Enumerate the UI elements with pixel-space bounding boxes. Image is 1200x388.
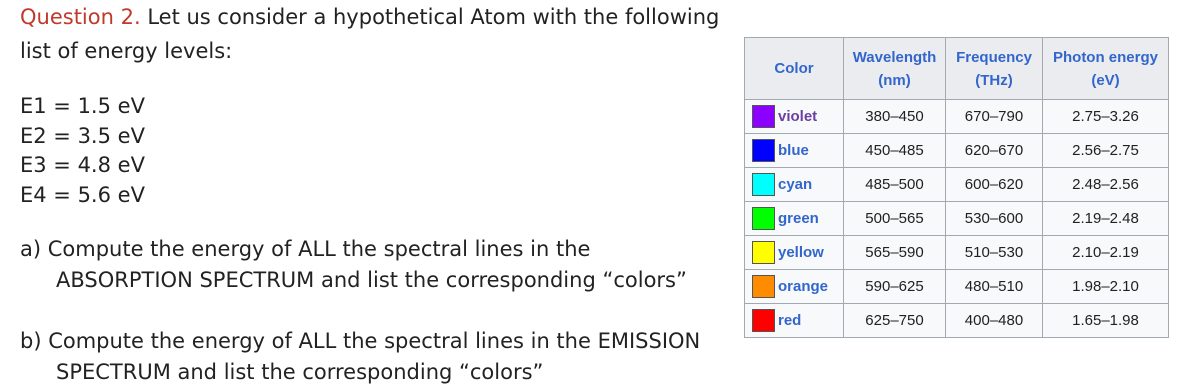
color-swatch-yellow: [752, 241, 775, 264]
part-a-line1: a) Compute the energy of ALL the spectral lines in the: [20, 237, 591, 261]
energy-level-e2: E2 = 3.5 eV: [20, 123, 145, 148]
header-color-label: Color: [774, 60, 814, 77]
wavelength-cell: 625–750: [844, 304, 946, 338]
color-cell: [745, 168, 844, 202]
table-row: [745, 270, 1169, 304]
energy-levels-list: [20, 92, 145, 210]
table-row: [745, 168, 1169, 202]
color-cell: [745, 236, 844, 270]
header-energy-label: Photon energy: [1052, 48, 1158, 66]
header-energy-unit: (eV): [1091, 71, 1120, 89]
color-cell: [745, 304, 844, 338]
question-intro-line1: Let us consider a hypothetical Atom with the following: [147, 5, 720, 29]
question-intro-line2: list of energy levels:: [20, 39, 233, 63]
wavelength-cell: 380–450: [844, 100, 946, 134]
wavelength-cell: 485–500: [844, 168, 946, 202]
energy-cell: 2.48–2.56: [1043, 168, 1169, 202]
frequency-cell: 480–510: [946, 270, 1043, 304]
header-color: [745, 38, 844, 100]
color-cell: [745, 202, 844, 236]
header-wavelength: [844, 38, 946, 100]
color-link-green[interactable]: green: [778, 210, 819, 227]
color-swatch-green: [752, 207, 775, 230]
part-b: [20, 326, 700, 388]
header-frequency-unit: (THz): [975, 71, 1013, 89]
color-link-red[interactable]: red: [778, 312, 802, 329]
energy-cell: 1.98–2.10: [1043, 270, 1169, 304]
energy-level-e3: E3 = 4.8 eV: [20, 153, 145, 177]
color-swatch-violet: [752, 105, 775, 128]
question-number: Question 2.: [20, 5, 141, 29]
color-link-violet[interactable]: violet: [778, 108, 818, 125]
frequency-cell: 400–480: [946, 304, 1043, 338]
frequency-cell: 530–600: [946, 202, 1043, 236]
table-row: [745, 236, 1169, 270]
frequency-cell: 600–620: [946, 168, 1043, 202]
energy-cell: 1.65–1.98: [1043, 304, 1169, 338]
wavelength-cell: 565–590: [844, 236, 946, 270]
color-link-yellow[interactable]: yellow: [778, 244, 824, 261]
energy-cell: 2.75–3.26: [1043, 100, 1169, 134]
table-header-row: [745, 38, 1169, 100]
part-b-line2: SPECTRUM and list the corresponding “colors”: [56, 360, 544, 384]
frequency-cell: 510–530: [946, 236, 1043, 270]
energy-level-e1: E1 = 1.5 eV: [20, 94, 145, 118]
spectrum-color-table: [744, 37, 1169, 338]
color-swatch-orange: [752, 275, 775, 298]
header-photon-energy: [1043, 38, 1169, 100]
table-row: [745, 134, 1169, 168]
table-row: [745, 100, 1169, 134]
energy-cell: 2.56–2.75: [1043, 134, 1169, 168]
energy-cell: 2.10–2.19: [1043, 236, 1169, 270]
part-b-line1: b) Compute the energy of ALL the spectral lines in the EMISSION: [20, 329, 701, 353]
part-a-line2: ABSORPTION SPECTRUM and list the corresponding “colors”: [56, 268, 687, 292]
header-frequency-label: Frequency: [956, 48, 1032, 66]
header-wavelength-label: Wavelength: [852, 48, 937, 66]
wavelength-cell: 450–485: [844, 134, 946, 168]
color-swatch-red: [752, 309, 775, 332]
energy-level-e4: E4 = 5.6 eV: [20, 182, 145, 207]
color-cell: [745, 270, 844, 304]
wavelength-cell: 500–565: [844, 202, 946, 236]
color-swatch-cyan: [752, 173, 775, 196]
table-row: [745, 304, 1169, 338]
wavelength-cell: 590–625: [844, 270, 946, 304]
header-wavelength-unit: (nm): [878, 71, 911, 89]
question-heading: [20, 4, 719, 30]
frequency-cell: 670–790: [946, 100, 1043, 134]
color-cell: [745, 134, 844, 168]
part-a: [20, 234, 687, 296]
header-frequency: [946, 38, 1043, 100]
table-row: [745, 202, 1169, 236]
color-link-orange[interactable]: orange: [778, 278, 829, 295]
color-swatch-blue: [752, 139, 775, 162]
color-link-blue[interactable]: blue: [778, 142, 809, 159]
energy-cell: 2.19–2.48: [1043, 202, 1169, 236]
color-link-cyan[interactable]: cyan: [778, 176, 813, 193]
color-cell: [745, 100, 844, 134]
frequency-cell: 620–670: [946, 134, 1043, 168]
